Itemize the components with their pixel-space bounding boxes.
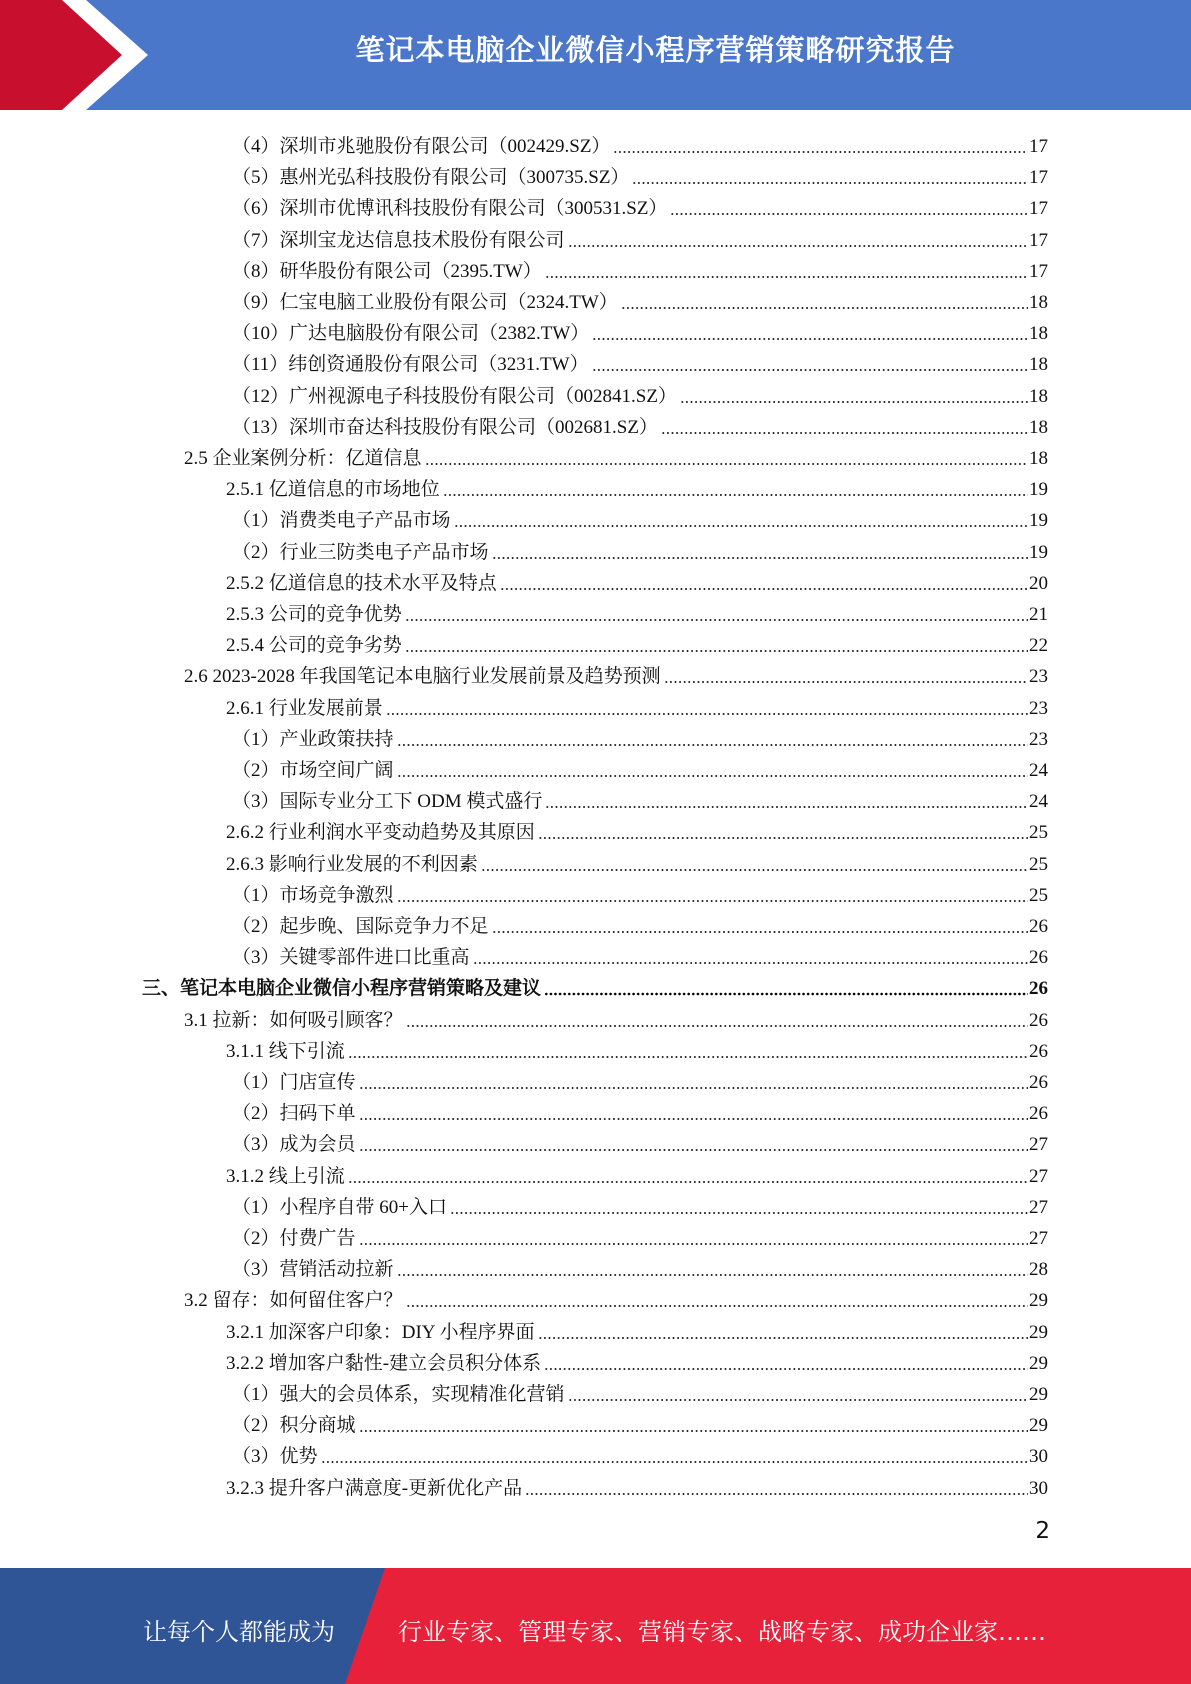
toc-dot-leader — [450, 1211, 1028, 1215]
toc-dot-leader — [525, 1492, 1028, 1496]
toc-dot-leader — [405, 649, 1028, 653]
toc-entry[interactable] — [232, 783, 1048, 814]
toc-entry[interactable] — [232, 1376, 1048, 1407]
toc-entry-page-number: 23 — [1029, 728, 1048, 750]
toc-entry-page-number: 30 — [1029, 1477, 1048, 1499]
toc-entry-page-number: 29 — [1029, 1415, 1048, 1437]
toc-dot-leader — [538, 1336, 1028, 1340]
toc-entry[interactable] — [232, 752, 1048, 783]
toc-entry[interactable] — [226, 596, 1048, 627]
toc-entry[interactable] — [226, 1033, 1048, 1064]
toc-dot-leader — [359, 1242, 1028, 1246]
toc-entry-page-number: 27 — [1029, 1228, 1048, 1249]
toc-entry-page-number: 25 — [1029, 822, 1048, 844]
toc-entry-page-number: 29 — [1029, 1290, 1048, 1312]
toc-entry[interactable] — [232, 284, 1048, 315]
toc-entry-page-number: 26 — [1029, 1072, 1048, 1093]
page-header — [0, 0, 1191, 110]
toc-entry-page-number: 26 — [1029, 916, 1048, 937]
toc-entry-label: （2）付费广告 — [232, 1228, 356, 1249]
toc-entry-label: 2.6.1 行业发展前景 — [226, 697, 383, 719]
toc-entry-page-number: 26 — [1029, 1103, 1048, 1125]
toc-dot-leader — [544, 1367, 1028, 1371]
toc-entry-label: （13）深圳市奋达科技股份有限公司（002681.SZ） — [232, 416, 658, 438]
toc-dot-leader — [405, 618, 1028, 622]
toc-dot-leader — [386, 712, 1028, 716]
toc-dot-leader — [538, 836, 1028, 840]
toc-entry-label: （5）惠州光弘科技股份有限公司（300735.SZ） — [232, 167, 630, 189]
toc-entry-label: （11）纬创资通股份有限公司（3231.TW） — [232, 354, 589, 376]
toc-dot-leader — [661, 431, 1028, 435]
toc-entry-label: （9）仁宝电脑工业股份有限公司（2324.TW） — [232, 292, 618, 313]
toc-entry[interactable] — [232, 159, 1048, 190]
toc-entry-page-number: 22 — [1029, 635, 1048, 657]
toc-entry-label: 3.1.1 线下引流 — [226, 1040, 345, 1062]
toc-entry[interactable] — [232, 346, 1048, 377]
toc-dot-leader — [670, 212, 1028, 216]
toc-entry-label: （2）行业三防类电子产品市场 — [232, 541, 489, 563]
toc-entry-page-number: 23 — [1029, 666, 1048, 688]
footer-slogan-left: 让每个人都能成为 — [143, 1618, 335, 1646]
toc-entry[interactable] — [226, 1314, 1048, 1345]
toc-entry[interactable] — [226, 1470, 1048, 1501]
toc-entry[interactable] — [232, 1251, 1048, 1282]
toc-entry-label: （3）国际专业分工下 ODM 模式盛行 — [232, 791, 543, 813]
toc-dot-leader — [359, 1148, 1028, 1152]
toc-entry-label: （1）门店宣传 — [232, 1072, 356, 1093]
toc-entry-label: （1）消费类电子产品市场 — [232, 510, 451, 532]
toc-dot-leader — [425, 462, 1028, 466]
toc-entry-page-number: 19 — [1029, 510, 1048, 532]
toc-entry[interactable] — [226, 846, 1048, 877]
toc-entry-page-number: 26 — [1029, 1009, 1048, 1031]
toc-dot-leader — [406, 1024, 1028, 1028]
toc-entry[interactable] — [226, 627, 1048, 658]
toc-entry-page-number: 25 — [1029, 853, 1048, 875]
toc-entry-page-number: 20 — [1029, 572, 1048, 594]
toc-entry[interactable] — [232, 190, 1048, 221]
toc-entry-label: （2）起步晚、国际竞争力不足 — [232, 916, 489, 937]
page-footer — [0, 1568, 1191, 1684]
toc-entry-label: （6）深圳市优博讯科技股份有限公司（300531.SZ） — [232, 198, 668, 220]
toc-entry-label: 3.1.2 线上引流 — [226, 1165, 345, 1187]
toc-dot-leader — [359, 1429, 1028, 1433]
toc-entry-label: 2.5.3 公司的竞争优势 — [226, 604, 402, 625]
toc-entry[interactable] — [142, 970, 1048, 1001]
toc-entry-page-number: 29 — [1029, 1352, 1048, 1374]
toc-entry-page-number: 18 — [1029, 292, 1048, 313]
footer-slogan-right: 行业专家、管理专家、营销专家、战略专家、成功企业家…… — [398, 1618, 1046, 1646]
toc-entry[interactable] — [226, 1158, 1048, 1189]
toc-dot-leader — [473, 961, 1028, 965]
toc-dot-leader — [592, 368, 1028, 372]
toc-entry-label: 3.2.1 加深客户印象：DIY 小程序界面 — [226, 1321, 535, 1343]
toc-dot-leader — [454, 524, 1028, 528]
toc-entry[interactable] — [232, 1189, 1048, 1220]
toc-entry-page-number: 18 — [1029, 385, 1048, 407]
toc-entry-page-number: 18 — [1029, 448, 1048, 469]
toc-entry-page-number: 17 — [1029, 198, 1048, 220]
toc-entry[interactable] — [232, 378, 1048, 409]
toc-dot-leader — [568, 1398, 1028, 1402]
toc-entry-page-number: 18 — [1029, 416, 1048, 438]
toc-entry[interactable] — [184, 440, 1048, 471]
toc-entry[interactable] — [232, 409, 1048, 440]
toc-entry-label: （1）市场竞争激烈 — [232, 884, 394, 906]
toc-entry-page-number: 29 — [1029, 1384, 1048, 1405]
toc-dot-leader — [568, 244, 1028, 248]
toc-entry-page-number: 27 — [1029, 1196, 1048, 1218]
toc-entry-label: 3.2.2 增加客户黏性-建立会员积分体系 — [226, 1352, 542, 1374]
toc-entry-page-number: 19 — [1029, 541, 1048, 563]
toc-entry-page-number: 28 — [1029, 1259, 1048, 1281]
toc-entry-page-number: 24 — [1029, 791, 1048, 813]
toc-entry-label: 2.6.3 影响行业发展的不利因素 — [226, 853, 478, 875]
toc-entry[interactable] — [184, 1002, 1048, 1033]
toc-entry-label: （2）市场空间广阔 — [232, 760, 394, 781]
page-number: 2 — [1035, 1518, 1050, 1544]
toc-entry[interactable] — [232, 222, 1048, 253]
toc-entry-page-number: 29 — [1029, 1321, 1048, 1343]
toc-entry-label: 2.6.2 行业利润水平变动趋势及其原因 — [226, 822, 535, 844]
toc-dot-leader — [664, 680, 1028, 684]
toc-entry[interactable] — [226, 471, 1048, 502]
toc-dot-leader — [359, 1117, 1028, 1121]
toc-entry-label: （12）广州视源电子科技股份有限公司（002841.SZ） — [232, 385, 677, 407]
toc-entry-label: （4）深圳市兆驰股份有限公司（002429.SZ） — [232, 136, 611, 157]
toc-dot-leader — [397, 1273, 1028, 1277]
toc-dot-leader — [545, 805, 1028, 809]
toc-entry[interactable] — [226, 1345, 1048, 1376]
toc-entry-page-number: 30 — [1029, 1446, 1048, 1468]
toc-dot-leader — [359, 1086, 1028, 1090]
toc-entry[interactable] — [232, 877, 1048, 908]
toc-entry-label: 3.1 拉新：如何吸引顾客？ — [184, 1009, 403, 1031]
toc-entry[interactable] — [232, 1438, 1048, 1469]
document-title: 笔记本电脑企业微信小程序营销策略研究报告 — [355, 33, 956, 67]
toc-entry-label: （1）小程序自带 60+入口 — [232, 1196, 447, 1218]
toc-dot-leader — [492, 930, 1028, 934]
toc-entry[interactable] — [232, 534, 1048, 565]
toc-dot-leader — [348, 1180, 1028, 1184]
toc-entry-label: （2）扫码下单 — [232, 1103, 356, 1125]
toc-entry-label: （10）广达电脑股份有限公司（2382.TW） — [232, 323, 590, 345]
toc-entry-label: （3）关键零部件进口比重高 — [232, 947, 470, 969]
toc-entry-label: 2.5.1 亿道信息的市场地位 — [226, 479, 440, 501]
toc-entry-page-number: 17 — [1029, 136, 1048, 157]
toc-entry[interactable] — [232, 1064, 1048, 1095]
toc-entry-label: 2.5.4 公司的竞争劣势 — [226, 635, 402, 657]
toc-entry-label: （3）营销活动拉新 — [232, 1259, 394, 1281]
toc-entry-label: （3）优势 — [232, 1446, 318, 1468]
toc-entry[interactable] — [232, 1407, 1048, 1438]
toc-dot-leader — [321, 1460, 1028, 1464]
toc-dot-leader — [621, 306, 1028, 310]
toc-dot-leader — [592, 337, 1028, 341]
toc-dot-leader — [348, 1055, 1028, 1059]
toc-entry[interactable] — [184, 658, 1048, 689]
toc-entry-page-number: 26 — [1029, 947, 1048, 969]
toc-dot-leader — [500, 587, 1028, 591]
toc-entry[interactable] — [226, 690, 1048, 721]
toc-entry[interactable] — [232, 721, 1048, 752]
toc-entry-page-number: 17 — [1029, 167, 1048, 189]
toc-entry[interactable] — [232, 315, 1048, 346]
toc-entry-label: 三、笔记本电脑企业微信小程序营销策略及建议 — [142, 978, 542, 1000]
toc-entry-page-number: 21 — [1029, 604, 1048, 625]
toc-entry[interactable] — [232, 253, 1048, 284]
toc-entry-label: 2.5 企业案例分析：亿道信息 — [184, 448, 422, 469]
toc-entry-page-number: 26 — [1029, 978, 1048, 1000]
toc-entry[interactable] — [226, 814, 1048, 845]
toc-dot-leader — [481, 868, 1028, 872]
toc-entry-page-number: 27 — [1029, 1134, 1048, 1156]
toc-entry[interactable] — [184, 1282, 1048, 1313]
toc-entry-page-number: 27 — [1029, 1165, 1048, 1187]
toc-entry-label: 3.2.3 提升客户满意度-更新优化产品 — [226, 1477, 523, 1499]
toc-dot-leader — [492, 556, 1028, 560]
toc-entry[interactable] — [232, 1126, 1048, 1157]
toc-dot-leader — [632, 181, 1028, 185]
toc-entry-page-number: 26 — [1029, 1040, 1048, 1062]
toc-entry-page-number: 18 — [1029, 354, 1048, 376]
toc-entry[interactable] — [232, 939, 1048, 970]
toc-entry[interactable] — [232, 1220, 1048, 1251]
toc-entry-page-number: 17 — [1029, 229, 1048, 251]
toc-dot-leader — [545, 275, 1028, 279]
toc-entry-label: （1）产业政策扶持 — [232, 728, 394, 750]
toc-entry[interactable] — [232, 128, 1048, 159]
toc-dot-leader — [613, 150, 1028, 154]
toc-entry-page-number: 18 — [1029, 323, 1048, 345]
toc-entry-label: （3）成为会员 — [232, 1134, 356, 1156]
toc-entry-label: （2）积分商城 — [232, 1415, 356, 1437]
toc-entry[interactable] — [232, 908, 1048, 939]
toc-entry-label: 2.5.2 亿道信息的技术水平及特点 — [226, 572, 497, 594]
toc-dot-leader — [406, 1304, 1028, 1308]
toc-entry[interactable] — [232, 502, 1048, 533]
toc-entry-page-number: 24 — [1029, 760, 1048, 781]
toc-dot-leader — [544, 992, 1028, 996]
toc-entry-label: 2.6 2023-2028 年我国笔记本电脑行业发展前景及趋势预测 — [184, 666, 661, 688]
toc-dot-leader — [680, 400, 1028, 404]
toc-entry-label: （7）深圳宝龙达信息技术股份有限公司 — [232, 229, 565, 251]
toc-entry-label: （8）研华股份有限公司（2395.TW） — [232, 260, 542, 282]
toc-entry-page-number: 23 — [1029, 697, 1048, 719]
toc-entry-label: 3.2 留存：如何留住客户？ — [184, 1290, 403, 1312]
toc-entry-page-number: 17 — [1029, 260, 1048, 282]
toc-entry-label: （1）强大的会员体系，实现精准化营销 — [232, 1384, 565, 1405]
toc-dot-leader — [397, 899, 1028, 903]
toc-entry[interactable] — [226, 565, 1048, 596]
toc-dot-leader — [397, 774, 1028, 778]
toc-entry-page-number: 19 — [1029, 479, 1048, 501]
toc-dot-leader — [397, 743, 1028, 747]
toc-entry[interactable] — [232, 1095, 1048, 1126]
toc-dot-leader — [443, 493, 1028, 497]
toc-entry-page-number: 25 — [1029, 884, 1048, 906]
